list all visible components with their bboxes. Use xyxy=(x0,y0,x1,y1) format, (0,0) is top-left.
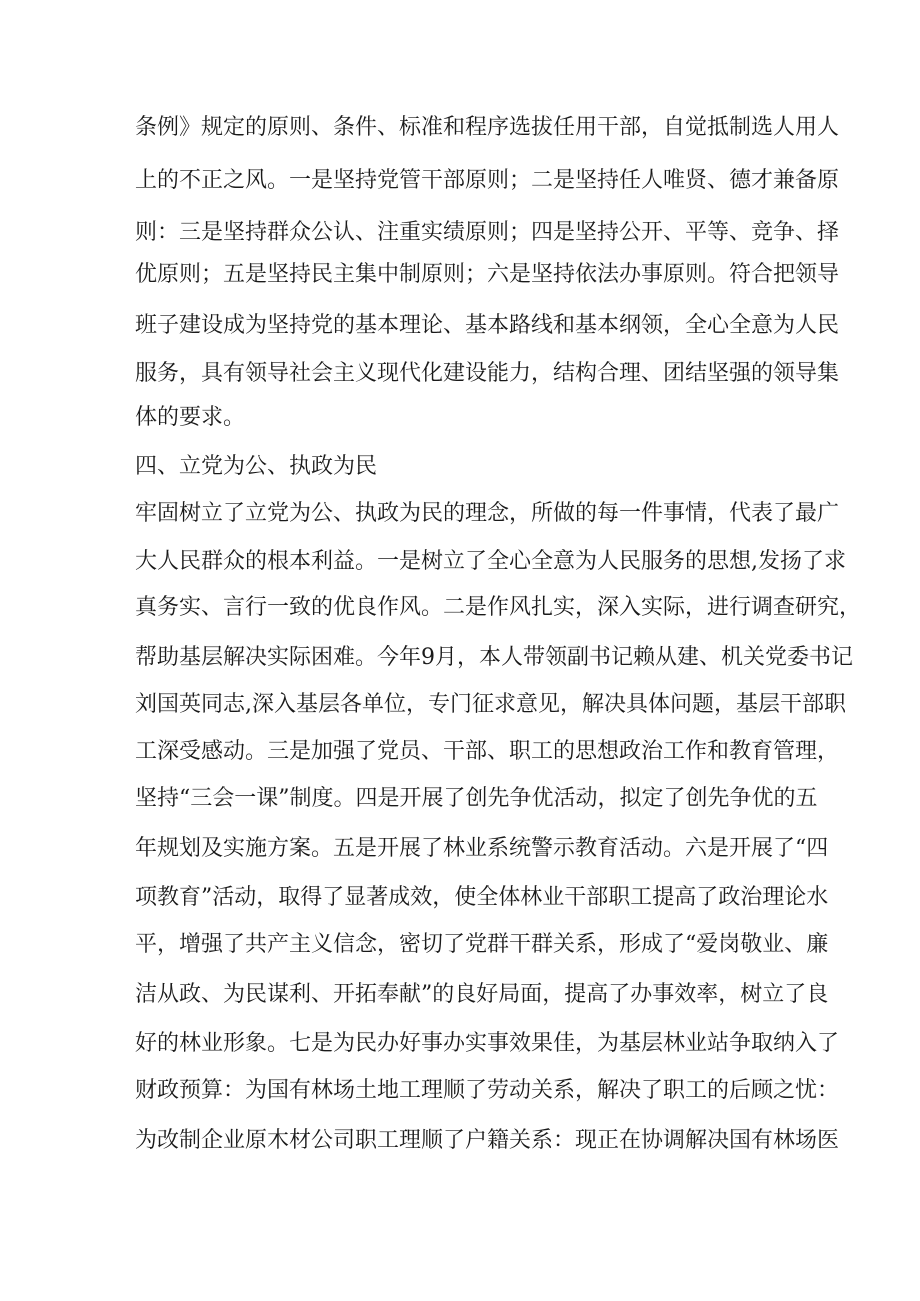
paragraph-end-line: 体的要求。 xyxy=(135,405,246,430)
text-line: 为改制企业原木材公司职工理顺了户籍关系：现正在协调解决国有林场医 xyxy=(135,1128,840,1153)
text-line: 班子建设成为坚持党的基本理论、基本路线和基本纲领，全心全意为人民 xyxy=(135,313,840,338)
text-line: 大人民群众的根本利益。一是树立了全心全意为人民服务的思想,发扬了求 xyxy=(135,549,846,574)
text-line: 刘国英同志,深入基层各单位，专门征求意见，解决具体问题，基层干部职 xyxy=(135,692,846,717)
text-line: 财政预算：为国有林场土地工理顺了劳动关系，解决了职工的后顾之忧： xyxy=(135,1078,840,1103)
text-line: 上的不正之风。一是坚持党管干部原则；二是坚持任人唯贤、德才兼备原 xyxy=(135,168,840,193)
section-heading: 四、立党为公、执政为民 xyxy=(135,454,378,479)
text-line: 优原则；五是坚持民主集中制原则；六是坚持依法办事原则。符合把领导 xyxy=(135,262,840,287)
text-line: 平，增强了共产主义信念，密切了党群干群关系，形成了“爱岗敬业、廉 xyxy=(135,932,829,957)
text-line: 真务实、言行一致的优良作风。二是作风扎实，深入实际，进行调查研究， xyxy=(135,595,862,620)
text-line: 帮助基层解决实际困难。今年9月，本人带领副书记赖从建、机关党委书记 xyxy=(135,645,853,670)
text-line: 则：三是坚持群众公认、注重实绩原则；四是坚持公开、平等、竞争、择 xyxy=(135,220,840,245)
text-line: 工深受感动。三是加强了党员、干部、职工的思想政治工作和教育管理， xyxy=(135,739,840,764)
text-line: 好的林业形象。七是为民办好事办实事效果佳，为基层林业站争取纳入了 xyxy=(135,1031,840,1056)
text-line: 洁从政、为民谋利、开拓奉献”的良好局面，提高了办事效率，树立了良 xyxy=(135,982,829,1007)
text-line: 坚持“三会一课”制度。四是开展了创先争优活动，拟定了创先争优的五 xyxy=(135,786,818,811)
text-line: 年规划及实施方案。五是开展了林业系统警示教育活动。六是开展了“四 xyxy=(135,836,829,861)
text-line: 服务，具有领导社会主义现代化建设能力，结构合理、团结坚强的领导集 xyxy=(135,361,840,386)
text-line: 牢固树立了立党为公、执政为民的理念，所做的每一件事情，代表了最广 xyxy=(135,501,840,526)
text-line: 条例》规定的原则、条件、标准和程序选拔任用干部，自觉抵制选人用人 xyxy=(135,115,840,140)
text-line: 项教育”活动，取得了显著成效，使全体林业干部职工提高了政治理论水 xyxy=(135,885,829,910)
